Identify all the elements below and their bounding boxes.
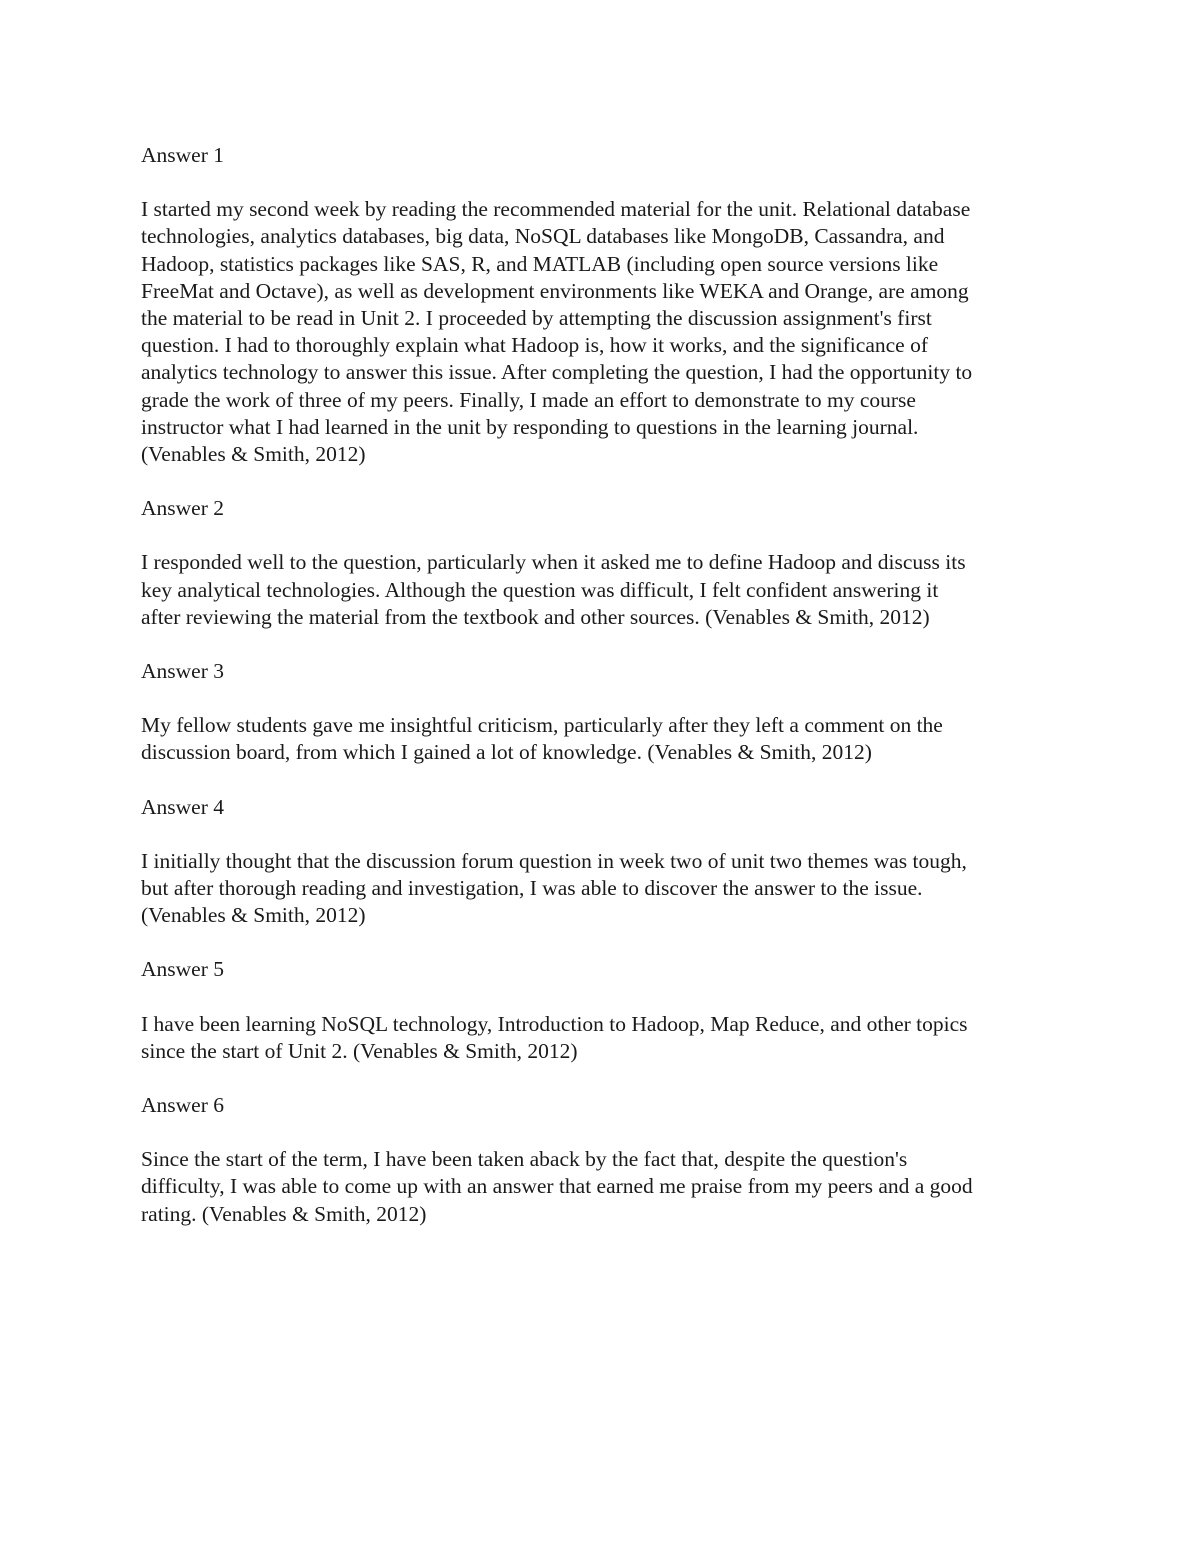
answer-paragraph [141,1011,1066,1065]
answer-section-1 [141,142,1066,468]
answer-paragraph [141,196,1066,468]
answer-section-2 [141,495,1066,631]
answer-heading: Answer 5 [141,957,224,982]
answer-section-6 [141,1092,1066,1228]
text-line: I initially thought that the discussion forum question in week two of unit two themes was tough, [141,848,967,873]
answer-heading: Answer 3 [141,659,224,684]
answer-paragraph [141,549,1066,631]
answer-heading: Answer 4 [141,794,224,819]
text-line: FreeMat and Octave), as well as development environments like WEKA and Orange, are among [141,278,969,303]
answer-heading: Answer 2 [141,496,224,521]
text-line: grade the work of three of my peers. Finally, I made an effort to demonstrate to my course [141,387,916,412]
answer-section-3 [141,658,1066,767]
text-line: difficulty, I was able to come up with an answer that earned me praise from my peers and a good [141,1174,973,1199]
answer-paragraph [141,1146,1066,1228]
text-line: (Venables & Smith, 2012) [141,903,366,928]
text-line: instructor what I had learned in the unit by responding to questions in the learning journal. [141,414,919,439]
answer-paragraph [141,848,1066,930]
text-line: (Venables & Smith, 2012) [141,442,366,467]
text-line: question. I had to thoroughly explain what Hadoop is, how it works, and the significance of [141,333,928,358]
text-line: analytics technology to answer this issue. After completing the question, I had the opportunity to [141,360,973,385]
text-line: My fellow students gave me insightful criticism, particularly after they left a comment on the [141,713,943,738]
text-line: rating. (Venables & Smith, 2012) [141,1201,427,1226]
text-line: but after thorough reading and investigation, I was able to discover the answer to the issue. [141,876,923,901]
text-line: key analytical technologies. Although the question was difficult, I felt confident answering it [141,577,939,602]
answer-heading: Answer 6 [141,1093,224,1118]
text-line: I responded well to the question, particularly when it asked me to define Hadoop and discuss its [141,550,966,575]
text-line: since the start of Unit 2. (Venables & Smith, 2012) [141,1038,578,1063]
text-line: the material to be read in Unit 2. I proceeded by attempting the discussion assignment's first [141,306,932,331]
answer-section-4 [141,794,1066,930]
document-body [141,142,1066,1255]
text-line: Since the start of the term, I have been taken aback by the fact that, despite the question's [141,1147,908,1172]
answer-section-5 [141,956,1066,1065]
answer-paragraph [141,712,1066,766]
text-line: after reviewing the material from the textbook and other sources. (Venables & Smith, 2012) [141,604,930,629]
text-line: technologies, analytics databases, big data, NoSQL databases like MongoDB, Cassandra, and [141,224,945,249]
answer-heading: Answer 1 [141,143,224,167]
text-line: I have been learning NoSQL technology, Introduction to Hadoop, Map Reduce, and other topics [141,1011,968,1036]
text-line: Hadoop, statistics packages like SAS, R, and MATLAB (including open source versions like [141,251,939,276]
text-line: discussion board, from which I gained a lot of knowledge. (Venables & Smith, 2012) [141,740,872,765]
text-line: I started my second week by reading the recommended material for the unit. Relational database [141,197,971,222]
